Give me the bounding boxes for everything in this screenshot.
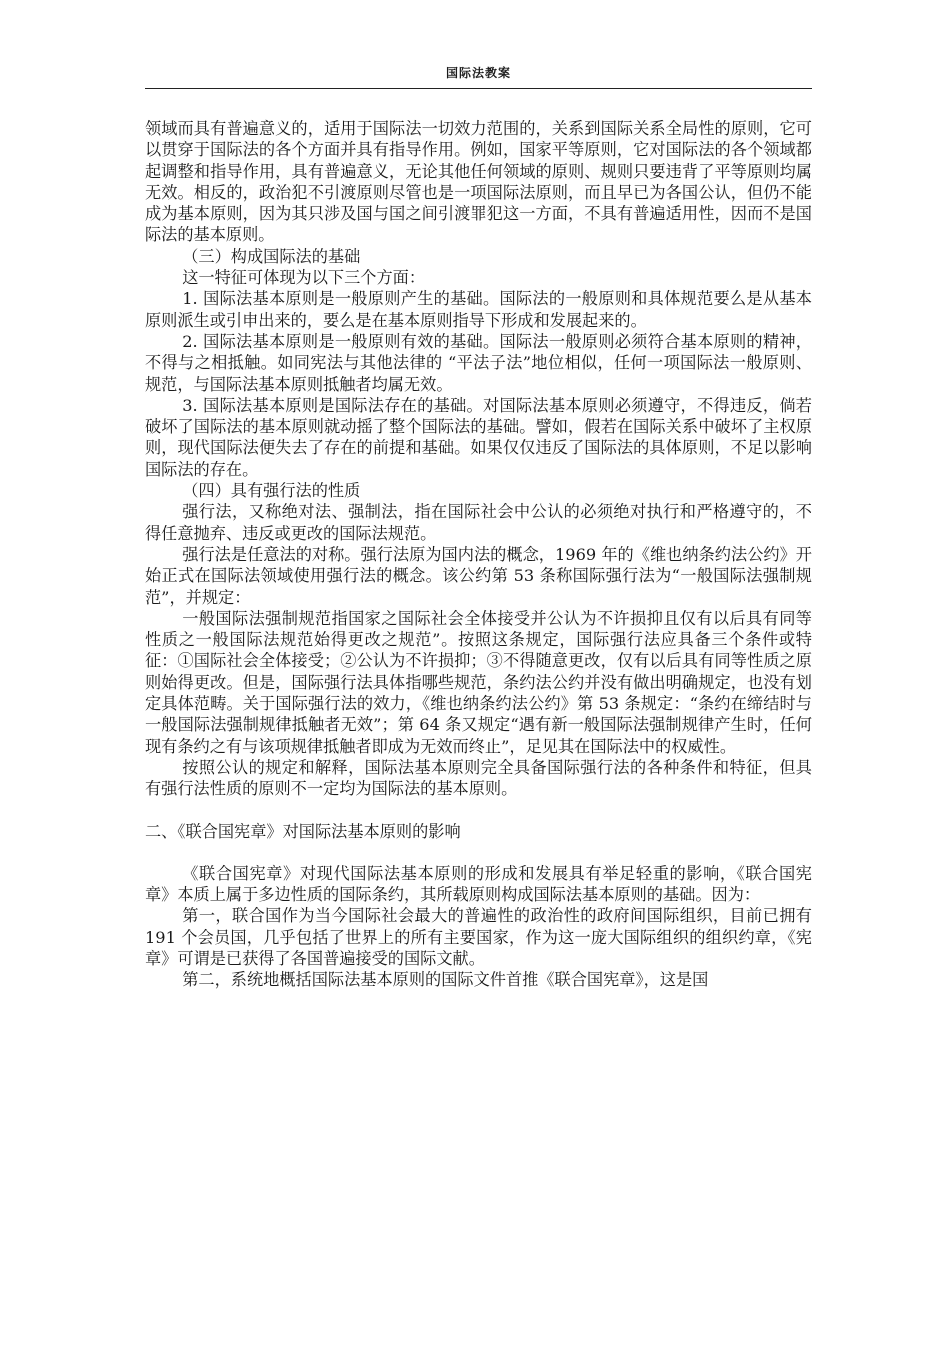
paragraph: 1. 国际法基本原则是一般原则产生的基础。国际法的一般原则和具体规范要么是从基本原则派生或引申出来的，要么是在基本原则指导下形成和发展起来的。 — [145, 289, 812, 330]
paragraph: 强行法是任意法的对称。强行法原为国内法的概念，1969 年的《维也纳条约法公约》开始正式在国际法领域使用强行法的概念。该公约第 53 条称国际强行法为“一般国际法强制规范”，并规定： — [145, 544, 812, 607]
paragraph: 领域而具有普遍意义的，适用于国际法一切效力范围的，关系到国际关系全局性的原则，它可以贯穿于国际法的各个方面并具有指导作用。例如，国家平等原则，它对国际法的各个领域都起调整和指导作用，具有普遍意义，无论其他任何领域的原则、规则只要违背了平等原则均属无效。相反的，政治犯不引渡原则尽管也是一项国际法原则，而且早已为各国公认，但仍不能成为基本原则，因为其只涉及国与国之间引渡罪犯这一方面，不具有普遍适用性，因而不是国际法的基本原则。 — [145, 119, 812, 245]
subsection-heading: （三）构成国际法的基础 — [182, 246, 361, 266]
header-divider — [145, 88, 812, 89]
document-body — [145, 118, 812, 991]
paragraph: 这一特征可体现为以下三个方面： — [182, 268, 426, 288]
paragraph: 第一，联合国作为当今国际社会最大的普遍性的政治性的政府间国际组织，目前已拥有 191 个会员国，几乎包括了世界上的所有主要国家，作为这一庞大国际组织的组织约章，《宪章》可谓是已获得了各国普遍接受的国际文献。 — [145, 906, 812, 968]
paragraph: 第二，系统地概括国际法基本原则的国际文件首推《联合国宪章》，这是国 — [182, 970, 709, 990]
paragraph: 3. 国际法基本原则是国际法存在的基础。对国际法基本原则必须遵守，不得违反，倘若破坏了国际法的基本原则就动摇了整个国际法的基础。譬如，假若在国际关系中破坏了主权原则，现代国际法便失去了存在的前提和基础。如果仅仅违反了国际法的具体原则，不足以影响国际法的存在。 — [145, 395, 812, 479]
section-heading: 二、《联合国宪章》对国际法基本原则的影响 — [145, 821, 461, 841]
subsection-heading: （四）具有强行法的性质 — [182, 481, 361, 501]
paragraph: 按照公认的规定和解释，国际法基本原则完全具备国际强行法的各种条件和特征，但具有强行法性质的原则不一定均为国际法的基本原则。 — [145, 757, 812, 799]
page-header-title: 国际法教案 — [445, 66, 511, 80]
paragraph: 《联合国宪章》对现代国际法基本原则的形成和发展具有举足轻重的影响，《联合国宪章》本质上属于多边性质的国际条约，其所载原则构成国际法基本原则的基础。因为： — [145, 863, 812, 905]
paragraph: 强行法，又称绝对法、强制法，指在国际社会中公认的必须绝对执行和严格遵守的，不得任意抛弃、违反或更改的国际法规范。 — [145, 502, 812, 543]
paragraph: 2. 国际法基本原则是一般原则有效的基础。国际法一般原则必须符合基本原则的精神，不得与之相抵触。如同宪法与其他法律的 “平法子法”地位相似，任何一项国际法一般原则、规范，与国际法基本原则抵触者均属无效。 — [145, 331, 812, 394]
paragraph: 一般国际法强制规范指国家之国际社会全体接受并公认为不许损抑且仅有以后具有同等性质之一般国际法规范始得更改之规范”。按照这条规定，国际强行法应具备三个条件或特征：①国际社会全体接受；②公认为不许损抑；③不得随意更改，仅有以后具有同等性质之原则始得更改。但是，国际强行法具体指哪些规范，条约法公约并没有做出明确规定，也没有划定具体范畴。关于国际强行法的效力，《维也纳条约法公约》第 53 条规定：“条约在缔结时与一般国际法强制规律抵触者无效”；第 64 条又规定“遇有新一般国际法强制规律产生时，任何现有条约之有与该项规律抵触者即成为无效而终止”，足见其在国际法中的权威性。 — [145, 608, 812, 756]
